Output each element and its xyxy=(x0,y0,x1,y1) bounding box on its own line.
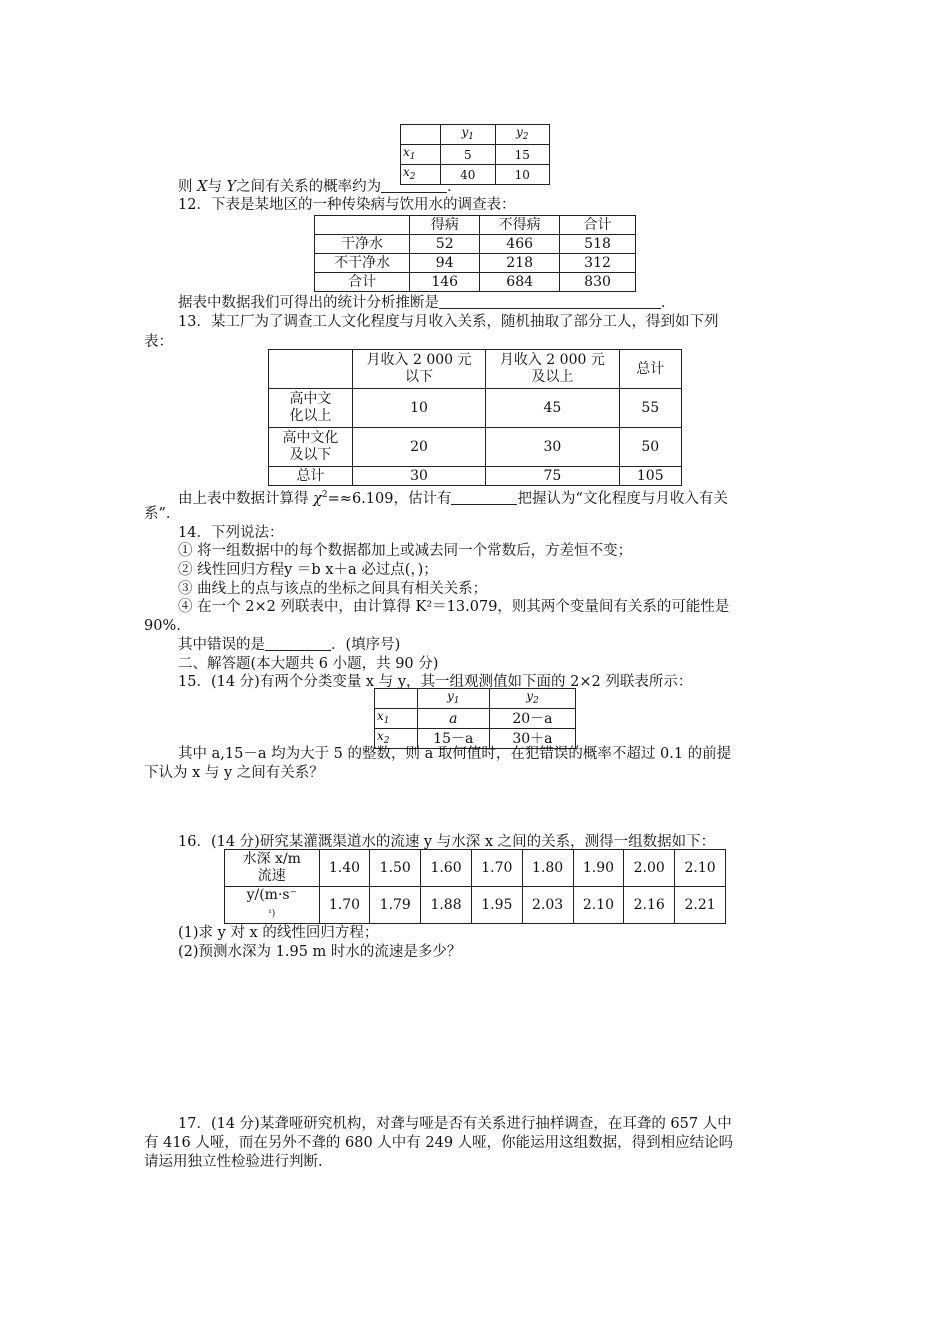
table-cell: 2.10 xyxy=(675,850,726,887)
q14-item-4: ④ 在一个 2×2 列联表中，由计算得 K²＝13.079，则其两个变量间有关系的可能性是 xyxy=(178,599,730,615)
table-cell: 312 xyxy=(560,254,636,273)
table-row xyxy=(315,216,636,235)
table-row xyxy=(269,350,682,389)
table-cell: $y_1$ xyxy=(417,689,489,709)
table-cell: 94 xyxy=(410,254,480,273)
table-cell: 1.95 xyxy=(471,887,522,924)
q13-line2: 表： xyxy=(144,334,173,350)
table-row xyxy=(269,428,682,467)
table-row xyxy=(225,850,726,887)
table-cell: $y_2$ xyxy=(489,689,575,709)
table-cell: 总计 xyxy=(619,350,681,389)
table-row xyxy=(375,709,576,729)
table-cell: 1.90 xyxy=(573,850,624,887)
table-cell: a xyxy=(417,709,489,729)
q15-line1: 15．(14 分)有两个分类变量 x 与 y，其一组观测值如下面的 2×2 列联表所示： xyxy=(178,674,693,690)
table-cell: 466 xyxy=(480,235,560,254)
q12-after xyxy=(178,294,676,312)
table-cell: 合计 xyxy=(315,273,410,292)
q16-part2: (2)预测水深为 1.95 m 时水的流速是多少？ xyxy=(178,944,462,960)
table-cell xyxy=(486,350,619,389)
table-cell: 干净水 xyxy=(315,235,410,254)
table-row xyxy=(315,235,636,254)
q16-part1: (1)求 y 对 x 的线性回归方程； xyxy=(178,925,379,941)
table-cell: 1.70 xyxy=(319,887,370,924)
table-cell: 30＋a xyxy=(489,729,575,749)
table-row xyxy=(315,273,636,292)
q13-after1 xyxy=(178,486,728,508)
text: 以下 xyxy=(405,369,434,385)
answer-blank[interactable] xyxy=(451,490,517,505)
q14-item-1: ① 将一组数据中的每个数据都加上或减去同一个常数后，方差恒不变； xyxy=(178,543,633,559)
table-cell: 2.03 xyxy=(522,887,573,924)
table-cell: $x_2$ xyxy=(401,165,441,185)
text: 及以上 xyxy=(531,369,574,385)
var-y: Y xyxy=(226,179,237,195)
q12-title: 12．下表是某地区的一种传染病与饮用水的调查表： xyxy=(178,197,516,213)
q14-wrong xyxy=(178,636,400,654)
text: ．(填序号) xyxy=(331,637,401,653)
q13-after2: 系”． xyxy=(144,506,181,522)
q13-table xyxy=(268,349,682,486)
table-cell: 2.00 xyxy=(624,850,675,887)
q17-line1: 17．(14 分)某聋哑研究机构，对聋与哑是否有关系进行抽样调查，在耳聋的 657 人中 xyxy=(178,1116,732,1132)
table-cell: 1.60 xyxy=(421,850,472,887)
text: ． xyxy=(661,295,676,311)
q15-table xyxy=(374,688,576,749)
table-cell: 45 xyxy=(486,389,619,428)
answer-blank[interactable] xyxy=(265,636,331,651)
table-cell: 2.21 xyxy=(675,887,726,924)
text: 月收入 2 000 元 xyxy=(366,352,472,368)
table-cell: 55 xyxy=(619,389,681,428)
section-2-heading: 二、解答题(本大题共 6 小题，共 90 分) xyxy=(178,656,439,672)
table-cell xyxy=(225,850,320,887)
table-cell: $x_1$ xyxy=(401,145,441,165)
q13-line1: 13．某工厂为了调查工人文化程度与月收入关系，随机抽取了部分工人，得到如下列 xyxy=(178,314,719,330)
table-cell: 15 xyxy=(495,145,550,165)
table-cell xyxy=(269,389,353,428)
table-cell: 不干净水 xyxy=(315,254,410,273)
q15-body1: 其中 a,15－a 均为大于 5 的整数，则 a 取何值时，在犯错误的概率不超过 0.1 的前提 xyxy=(178,746,732,762)
table-row xyxy=(375,689,576,709)
text: 由上表中数据计算得 xyxy=(178,491,314,507)
table-cell xyxy=(401,125,441,145)
q14-item-2: ② 线性回归方程y ＝b x＋a 必过点(，)； xyxy=(178,562,438,578)
table-cell: 10 xyxy=(495,165,550,185)
table-cell: 1.40 xyxy=(319,850,370,887)
text: 水深 x/m xyxy=(242,851,301,867)
q16-line1: 16．(14 分)研究某灌溉渠道水的流速 y 与水深 x 之间的关系，测得一组数据如下： xyxy=(178,834,716,850)
text: 高中文 xyxy=(289,391,332,407)
text: 化以上 xyxy=(289,408,332,424)
q16-table xyxy=(224,849,726,924)
var-x: X xyxy=(197,179,208,195)
table-row xyxy=(225,887,726,924)
q14-item-4-cont: 90%. xyxy=(144,618,181,634)
table-cell xyxy=(315,216,410,235)
text: 高中文化 xyxy=(282,430,339,446)
text: ¹) xyxy=(268,909,276,919)
q11-table xyxy=(400,124,550,185)
table-cell: 2.16 xyxy=(624,887,675,924)
table-cell: 146 xyxy=(410,273,480,292)
table-cell: 30 xyxy=(352,467,485,486)
text: 与 xyxy=(207,179,227,195)
table-cell: 得病 xyxy=(410,216,480,235)
table-row xyxy=(401,145,550,165)
text: ． xyxy=(447,179,462,195)
q11-text xyxy=(178,178,462,196)
table-cell xyxy=(352,350,485,389)
table-cell: $x_2$ xyxy=(375,729,418,749)
answer-blank[interactable] xyxy=(381,178,447,193)
text: 据表中数据我们可得出的统计分析推断是 xyxy=(178,295,439,311)
text: 把握认为“文化程度与月收入有关 xyxy=(517,491,728,507)
superscript: 2 xyxy=(321,490,328,500)
table-cell: 10 xyxy=(352,389,485,428)
answer-blank[interactable] xyxy=(439,294,661,309)
table-cell: 105 xyxy=(619,467,681,486)
table-cell: 合计 xyxy=(560,216,636,235)
table-row xyxy=(401,125,550,145)
text: 流速 xyxy=(257,868,286,884)
table-cell: 2.10 xyxy=(573,887,624,924)
table-row xyxy=(269,389,682,428)
text: y/(m·s⁻ xyxy=(246,887,297,903)
table-cell: 15－a xyxy=(417,729,489,749)
table-cell: 1.70 xyxy=(471,850,522,887)
q14-item-3: ③ 曲线上的点与该点的坐标之间具有相关关系； xyxy=(178,581,488,597)
text: 月收入 2 000 元 xyxy=(499,352,605,368)
q17-line2: 有 416 人哑，而在另外不聋的 680 人中有 249 人哑，你能运用这组数据，得到相应结论吗 xyxy=(144,1135,734,1151)
table-cell: 20 xyxy=(352,428,485,467)
text: 则 xyxy=(178,179,198,195)
q17-line3: 请运用独立性检验进行判断. xyxy=(144,1154,323,1170)
chi-symbol: χ xyxy=(313,491,322,507)
table-cell: 75 xyxy=(486,467,619,486)
table-cell: 218 xyxy=(480,254,560,273)
text: 其中错误的是 xyxy=(178,637,265,653)
table-cell: 不得病 xyxy=(480,216,560,235)
table-cell: 30 xyxy=(486,428,619,467)
table-cell: 20－a xyxy=(489,709,575,729)
table-row xyxy=(315,254,636,273)
table-cell: $y_1$ xyxy=(441,125,495,145)
table-cell: 1.88 xyxy=(421,887,472,924)
table-cell: 52 xyxy=(410,235,480,254)
table-cell xyxy=(375,689,418,709)
table-cell: 518 xyxy=(560,235,636,254)
q14-title: 14．下列说法： xyxy=(178,525,284,541)
q12-table xyxy=(314,215,636,292)
table-cell: $x_1$ xyxy=(375,709,418,729)
text: 之间有关系的概率约为 xyxy=(236,179,382,195)
table-cell: 50 xyxy=(619,428,681,467)
text: =≈6.109，估计有 xyxy=(327,491,452,507)
table-cell: $y_2$ xyxy=(495,125,550,145)
table-cell: 1.80 xyxy=(522,850,573,887)
table-cell xyxy=(269,350,353,389)
table-cell: 总计 xyxy=(269,467,353,486)
text: 及以下 xyxy=(289,447,332,463)
table-cell xyxy=(269,428,353,467)
table-cell: 40 xyxy=(441,165,495,185)
table-cell: 830 xyxy=(560,273,636,292)
table-cell: 684 xyxy=(480,273,560,292)
table-cell: 5 xyxy=(441,145,495,165)
table-cell: 1.50 xyxy=(370,850,421,887)
table-cell: 1.79 xyxy=(370,887,421,924)
table-cell xyxy=(225,887,320,924)
table-row xyxy=(269,467,682,486)
q15-body2: 下认为 x 与 y 之间有关系？ xyxy=(144,765,324,781)
